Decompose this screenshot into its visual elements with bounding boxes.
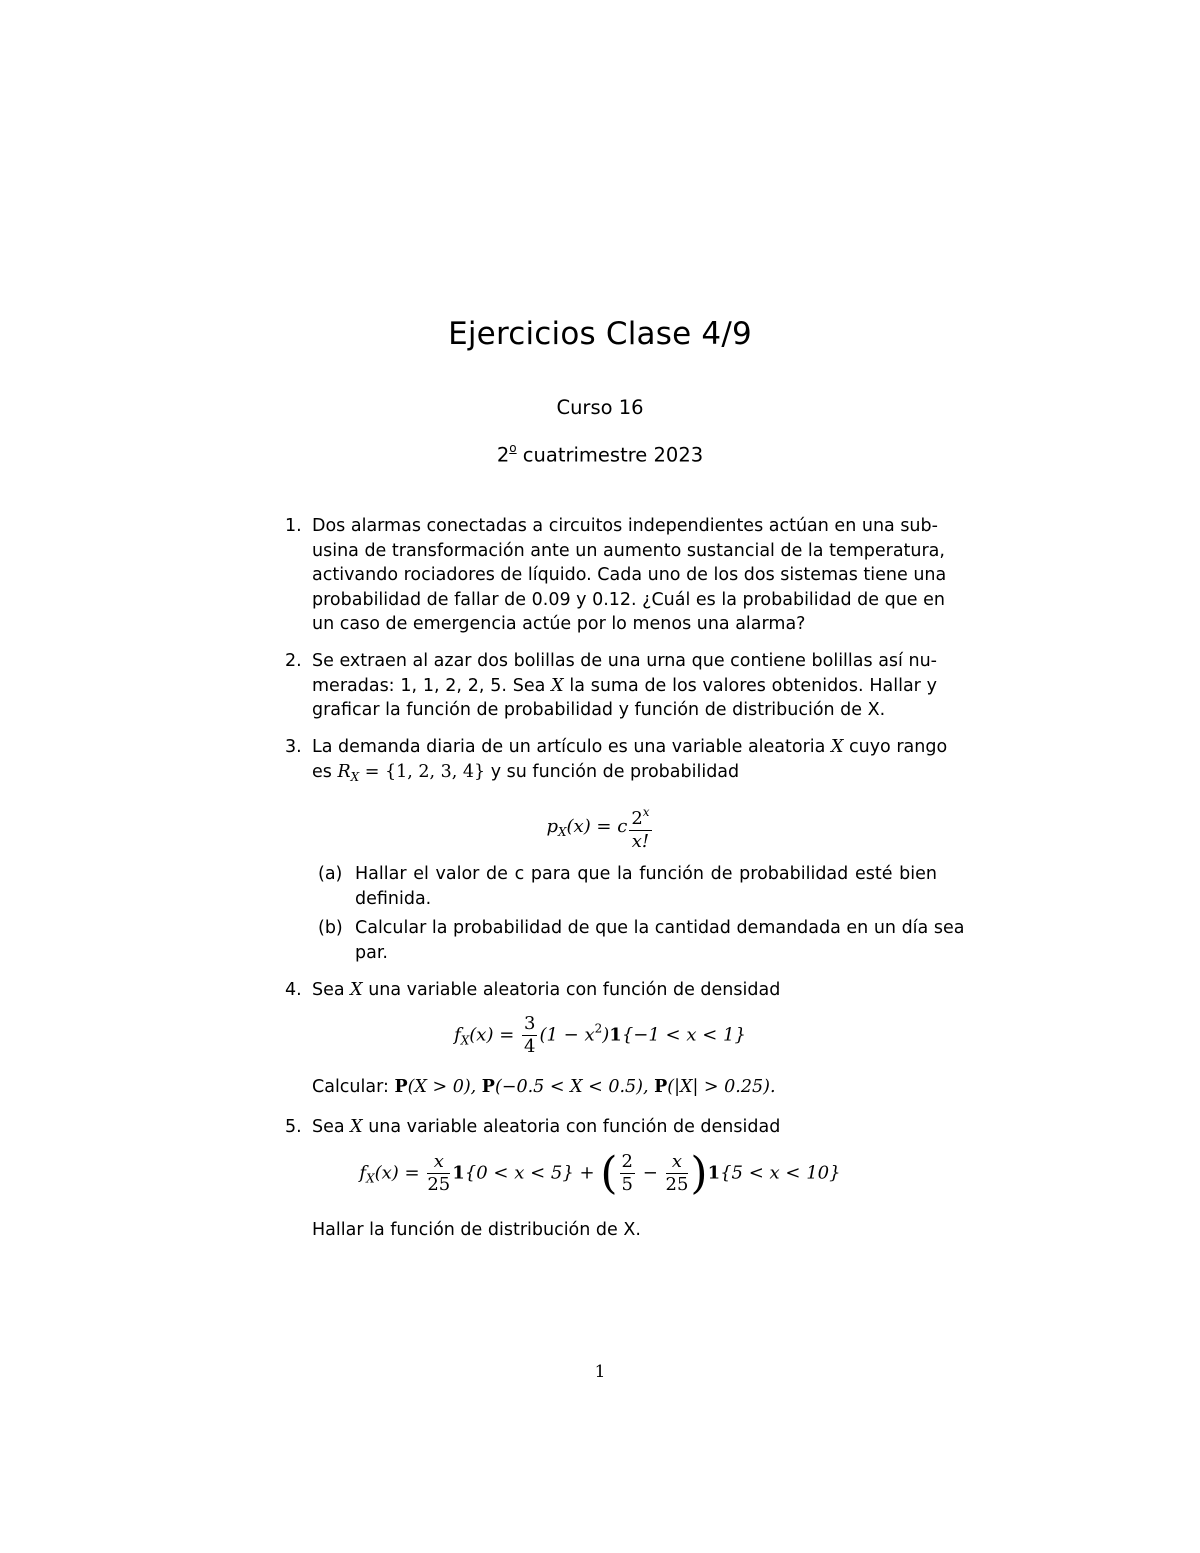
math-expression: ): [602, 1024, 610, 1046]
term-rest: cuatrimestre 2023: [516, 443, 704, 467]
math-variable: X: [830, 737, 844, 757]
probability-symbol: P: [654, 1077, 668, 1097]
text-run: una variable aleatoria con función de densidad: [362, 980, 781, 1000]
term-label: [0, 443, 1200, 467]
formula-density-5: [0, 1148, 1200, 1199]
exercise-text-line: Se extraen al azar dos bolillas de una urna que contiene bolillas así nu-: [312, 651, 937, 671]
math-expression: (x) =: [374, 1162, 426, 1184]
math-symbol: f: [454, 1024, 461, 1046]
fraction-numerator: x: [666, 1152, 689, 1174]
math-range: R: [337, 761, 351, 782]
exercise-text-line: [312, 1115, 937, 1140]
fraction-denominator: 25: [665, 1174, 689, 1195]
math-subscript: X: [460, 1033, 470, 1048]
math-superscript: x: [642, 805, 650, 819]
exercise-number: 3.: [285, 737, 302, 757]
paren-open: (: [600, 1148, 618, 1199]
fraction: [629, 802, 651, 852]
text-run: La demanda diaria de un artículo es una variable aleatoria: [312, 737, 831, 757]
math-symbol: f: [359, 1162, 367, 1184]
math-subscript: X: [557, 825, 567, 839]
math-expression: (−0.5 < X < 0.5),: [494, 1077, 655, 1097]
subitem-label: (a): [318, 864, 343, 884]
math-set: = {1, 2, 3, 4}: [359, 761, 486, 782]
text-run: y su función de probabilidad: [485, 761, 740, 782]
fraction-denominator: 4: [524, 1036, 536, 1057]
exercise-number: 4.: [285, 980, 302, 1000]
text-run: es: [312, 761, 338, 782]
fraction: [620, 1152, 635, 1195]
probability-symbol: P: [394, 1077, 408, 1097]
term-number: 2: [496, 443, 510, 467]
exercise-text-line: par.: [355, 942, 388, 963]
text-run: la suma de los valores obtenidos. Hallar y: [563, 675, 938, 696]
term-ordinal: o: [509, 441, 517, 455]
math-expression: {0 < x < 5} +: [464, 1162, 601, 1184]
exercise-text-line: usina de transformación ante un aumento sustancial de la temperatura,: [312, 540, 945, 561]
math-expression: (|X| > 0.25).: [667, 1077, 776, 1097]
exercise-text-line: [312, 1075, 937, 1100]
math-expression: (x) =: [469, 1024, 521, 1046]
text-run: cuyo rango: [843, 737, 948, 757]
fraction-denominator: x!: [631, 831, 650, 852]
exercise-text-line: definida.: [355, 888, 432, 909]
text-run: una variable aleatoria con función de densidad: [362, 1117, 781, 1137]
math-subscript: X: [350, 769, 360, 784]
fraction-numerator: x: [427, 1152, 450, 1174]
formula-density-4: [0, 1014, 1200, 1057]
math-expression: (X > 0),: [407, 1077, 482, 1097]
exercise-text-line: activando rociadores de líquido. Cada uno de los dos sistemas tiene una: [312, 565, 947, 585]
exercise-text-line: [312, 674, 937, 699]
fraction: [666, 1152, 689, 1195]
exercise-text-line: Dos alarmas conectadas a circuitos independientes actúan en una sub-: [312, 516, 938, 536]
exercise-number: 2.: [285, 651, 302, 671]
probability-symbol: P: [481, 1077, 495, 1097]
fraction-denominator: 25: [427, 1174, 451, 1195]
fraction-denominator: 5: [621, 1174, 633, 1195]
math-operator: −: [636, 1162, 664, 1184]
indicator-symbol: 1: [609, 1024, 622, 1046]
fraction-numerator: 2: [621, 1151, 633, 1172]
math-variable: X: [551, 675, 564, 696]
exercise-text-line: Hallar la función de distribución de X.: [312, 1220, 641, 1240]
text-run: meradas: 1, 1, 2, 2, 5. Sea: [312, 675, 552, 696]
math-expression: {5 < x < 10}: [720, 1162, 841, 1184]
exercise-number: 5.: [285, 1117, 302, 1137]
math-expression: (x) = c: [566, 816, 628, 837]
subitem-label: (b): [318, 918, 343, 938]
math-expression: (1 − x: [539, 1024, 595, 1046]
indicator-symbol: 1: [707, 1162, 721, 1184]
exercise-text-line: graficar la función de probabilidad y función de distribución de X.: [312, 700, 886, 720]
exercise-text-line: un caso de emergencia actúe por lo menos una alarma?: [312, 614, 806, 634]
paren-close: ): [690, 1148, 708, 1199]
exercise-text-line: Hallar el valor de c para que la función de probabilidad esté bien: [355, 864, 937, 884]
fraction-numerator: [629, 802, 651, 831]
fraction: [427, 1152, 450, 1195]
text-run: Sea: [312, 1117, 351, 1137]
exercise-text-line: Calcular la probabilidad de que la cantidad demandada en un día sea: [355, 918, 965, 938]
exercise-text-line: probabilidad de fallar de 0.09 y 0.12. ¿Cuál es la probabilidad de que en: [312, 589, 945, 610]
course-label: Curso 16: [556, 396, 644, 419]
math-expression: {−1 < x < 1}: [621, 1024, 746, 1046]
indicator-symbol: 1: [452, 1162, 465, 1184]
math-superscript: 2: [594, 1021, 603, 1036]
exercise-text-line: [312, 735, 948, 760]
exercise-text-line: [312, 760, 937, 790]
document-title: Ejercicios Clase 4/9: [448, 316, 752, 352]
math-symbol: p: [546, 816, 558, 837]
text-run: Sea: [312, 980, 351, 1000]
text-run: Calcular:: [312, 1077, 395, 1097]
math-subscript: X: [366, 1171, 375, 1186]
page-number: 1: [594, 1362, 606, 1382]
fraction: [522, 1014, 537, 1057]
math-variable: X: [350, 980, 363, 1000]
formula-pmf: [0, 802, 1200, 852]
math-variable: X: [350, 1117, 363, 1137]
math-number: 2: [631, 808, 643, 829]
fraction-numerator: 3: [524, 1013, 536, 1034]
exercise-number: 1.: [285, 516, 302, 536]
exercise-text-line: [312, 978, 937, 1003]
